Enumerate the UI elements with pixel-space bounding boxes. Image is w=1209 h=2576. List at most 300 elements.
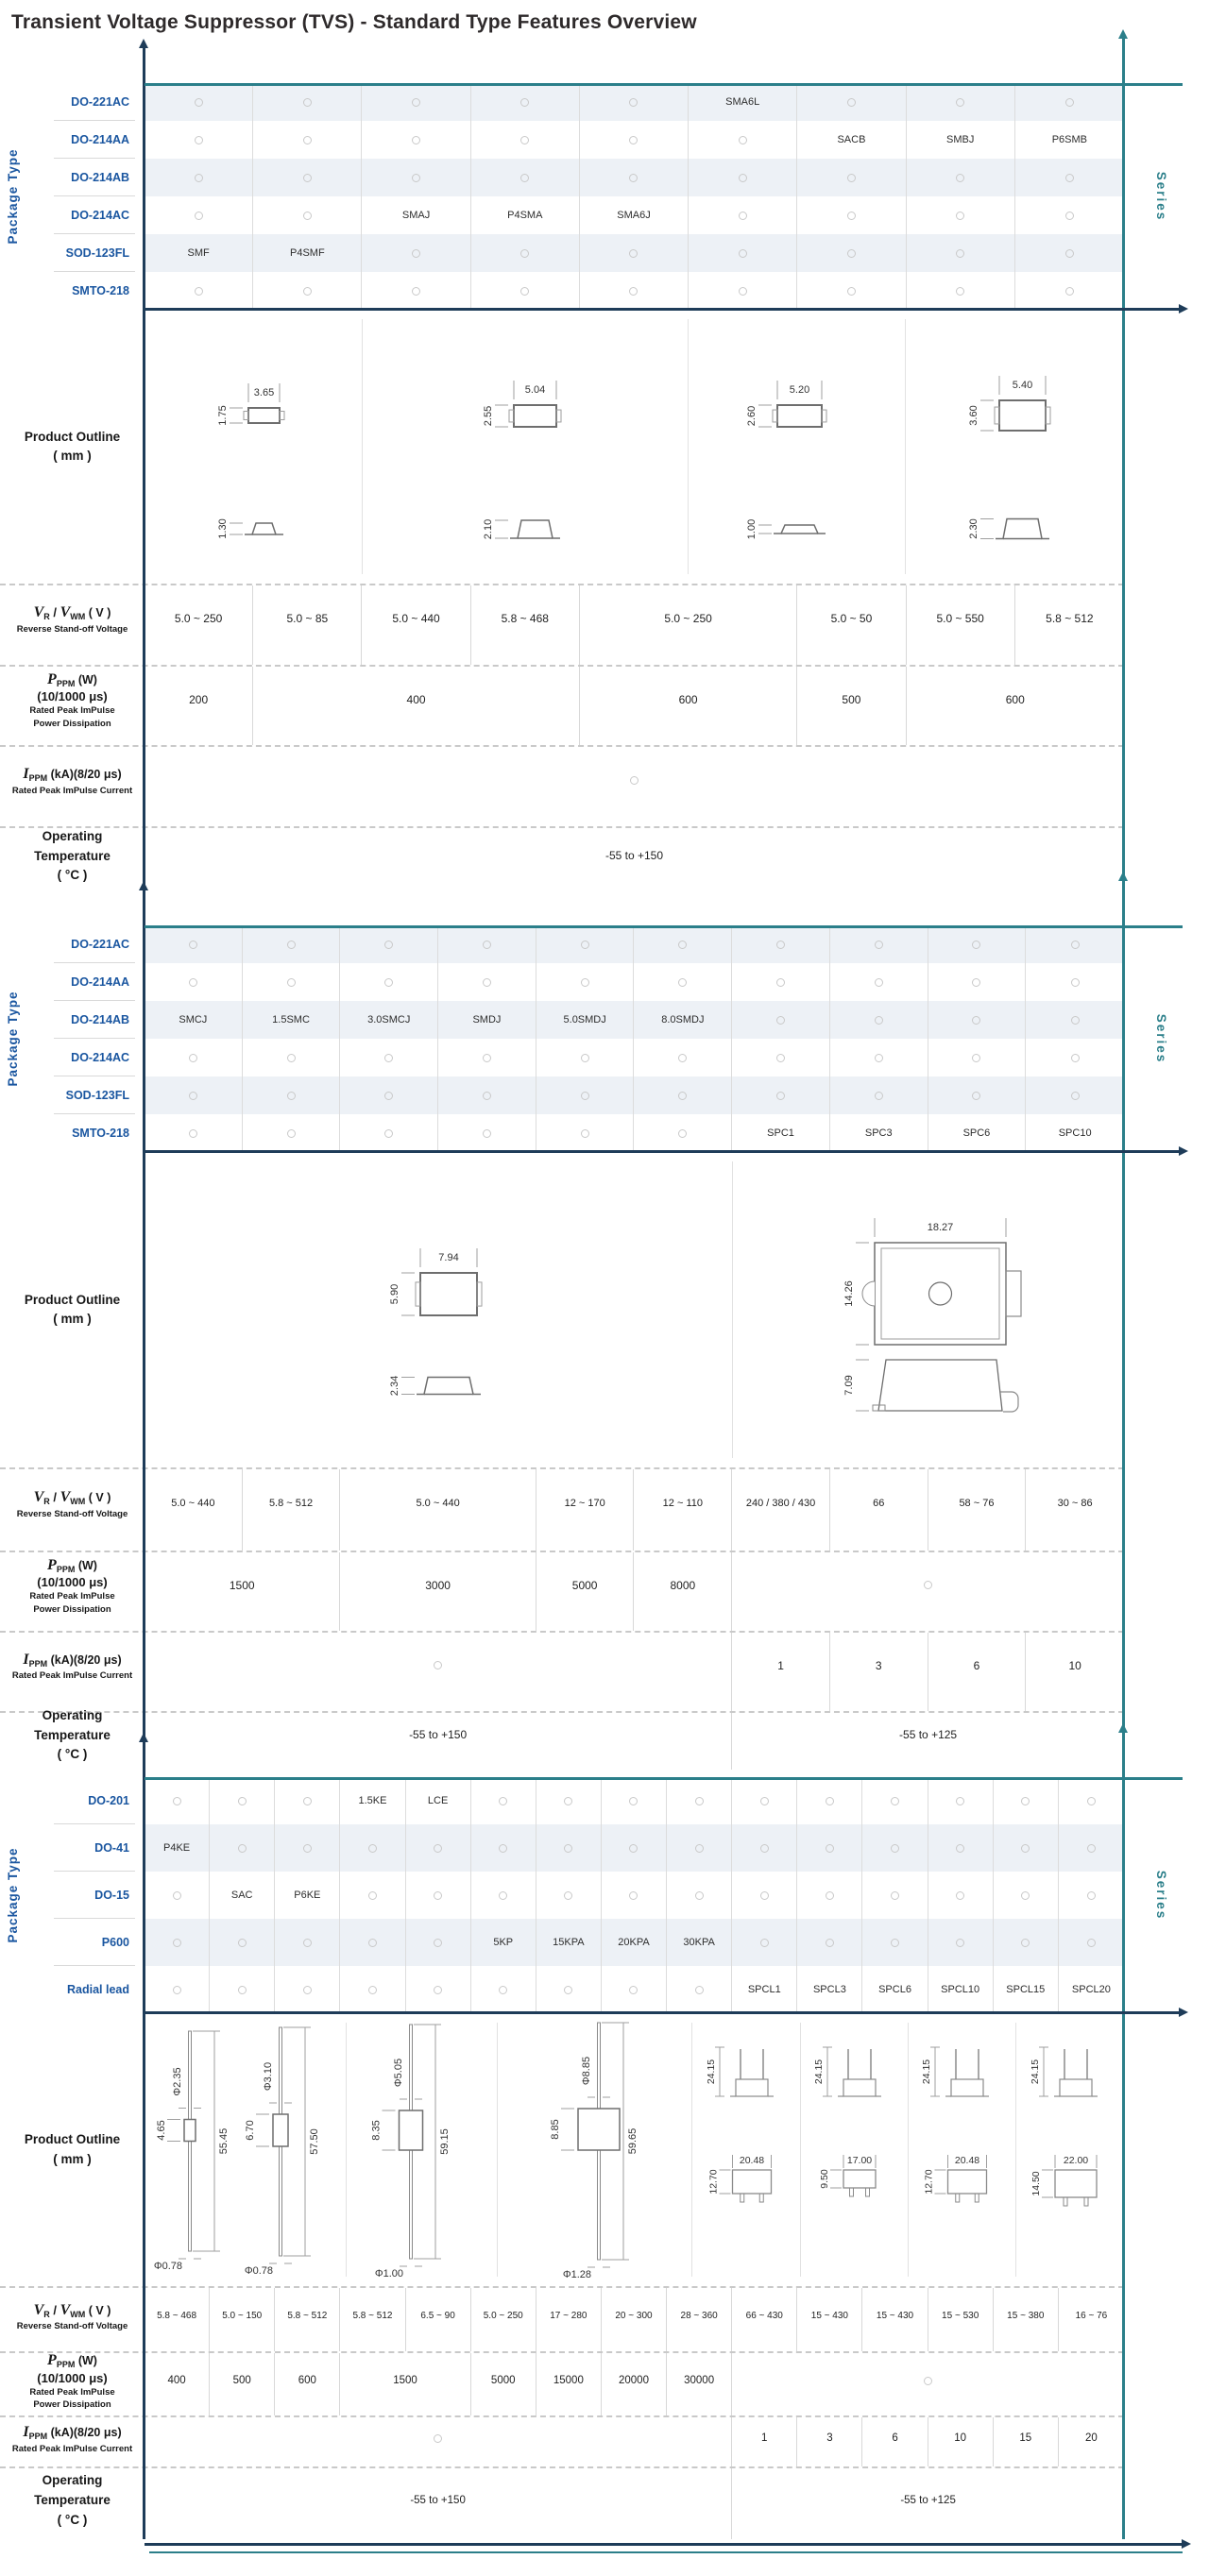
data-cell — [536, 1469, 635, 1551]
matrix-cell — [602, 1919, 667, 1966]
matrix-cell — [471, 1777, 536, 1824]
data-cell — [732, 2468, 1124, 2539]
matrix-cell — [862, 1777, 928, 1824]
matrix-cell — [667, 1919, 732, 1966]
circle-marker-icon — [189, 941, 197, 949]
matrix-cell — [994, 1872, 1059, 1919]
matrix-cell — [928, 1777, 994, 1824]
data-cell — [145, 828, 1124, 896]
circle-marker-icon — [826, 1939, 834, 1947]
data-value: 240 / 380 / 430 — [745, 1498, 816, 1509]
outline-canvas — [145, 2013, 1124, 2286]
matrix-cell — [580, 234, 689, 272]
dim-label: 2.60 — [745, 405, 758, 426]
circle-marker-icon — [956, 1939, 964, 1947]
matrix-cell — [907, 234, 1015, 272]
outline-header-line: Product Outline — [24, 2132, 121, 2147]
circle-marker-icon — [1087, 1797, 1096, 1805]
subscript: PPM — [28, 2432, 48, 2442]
matrix-cell — [1059, 1824, 1124, 1872]
pppm-cells — [145, 2353, 1124, 2415]
package-label-do-214ac — [0, 1039, 145, 1076]
circle-marker-icon — [678, 978, 687, 987]
row-product-outline — [0, 1152, 1124, 1467]
dim-label: 4.65 — [155, 2120, 167, 2141]
radial-pin — [759, 2194, 763, 2202]
matrix-cell — [580, 196, 689, 234]
data-cell — [732, 1469, 830, 1551]
package-type-labels — [0, 83, 145, 310]
outline-drawing-radial — [912, 2038, 1011, 2207]
row-pppm — [0, 665, 1124, 745]
row-header-pppm — [0, 667, 145, 745]
series-axis-top-line — [145, 925, 1183, 928]
circle-marker-icon — [173, 1891, 181, 1900]
data-cell — [797, 585, 906, 665]
data-cell — [145, 1713, 732, 1770]
data-value: 15 ~ 530 — [942, 2311, 979, 2321]
outline-divider — [1015, 2023, 1016, 2277]
data-value: 20 ~ 300 — [615, 2311, 653, 2321]
series-name: SMCJ — [179, 1014, 208, 1025]
symbol: P — [47, 1556, 57, 1573]
series-name: P4SMA — [507, 210, 543, 221]
dim-label: 1.30 — [216, 518, 229, 539]
radial-pin — [975, 2194, 979, 2202]
circle-marker-icon — [847, 249, 856, 258]
matrix-cell — [471, 159, 580, 196]
package-side-view — [878, 1360, 1002, 1411]
data-cell — [340, 2288, 405, 2351]
data-value: 5.0 ~ 150 — [222, 2311, 263, 2321]
matrix-cell — [732, 1001, 830, 1039]
circle-marker-icon — [956, 212, 964, 220]
matrix-cell — [253, 121, 362, 159]
circle-marker-icon — [760, 1891, 769, 1900]
row-header-ippm — [0, 747, 145, 826]
data-value: 600 — [678, 692, 698, 706]
circle-marker-icon — [695, 1986, 704, 1994]
dim-label: 7.09 — [843, 1375, 855, 1396]
circle-marker-icon — [287, 941, 296, 949]
matrix-cell — [210, 1777, 275, 1824]
data-value: 20 — [1085, 2432, 1098, 2444]
outline-divider — [362, 319, 363, 574]
temp-header-line: Operating — [42, 1707, 103, 1722]
circle-marker-icon — [629, 287, 638, 296]
matrix-cell — [471, 272, 580, 310]
matrix-cell — [438, 1114, 536, 1152]
unit: (kA)(8/20 μs) — [47, 768, 122, 782]
matrix-cell — [471, 121, 580, 159]
outline-canvas — [145, 310, 1124, 584]
radial-pin — [1084, 2197, 1088, 2206]
series-name: SMA6L — [725, 96, 760, 108]
matrix-cell — [340, 1966, 405, 2013]
matrix-cell — [797, 1966, 862, 2013]
symbol: I — [23, 1651, 29, 1668]
data-value: -55 to +150 — [410, 2494, 466, 2506]
data-cell — [243, 1469, 341, 1551]
temp-header-line: Temperature — [34, 2493, 111, 2508]
circle-marker-icon — [629, 174, 638, 182]
axis-arrow-up-icon — [139, 1733, 148, 1742]
matrix-cell — [406, 1824, 471, 1872]
matrix-cell — [580, 159, 689, 196]
matrix-cell — [406, 1872, 471, 1919]
package-label-text: P600 — [101, 1936, 129, 1949]
matrix-cell — [634, 1076, 732, 1114]
data-cell — [928, 2288, 994, 2351]
circle-marker-icon — [956, 174, 964, 182]
data-value: 5.0 ~ 85 — [286, 612, 329, 625]
data-value: 5.8 ~ 512 — [352, 2311, 393, 2321]
dim-label: 24.15 — [1029, 2059, 1041, 2085]
radial-body — [1055, 2170, 1097, 2197]
circle-marker-icon — [956, 1797, 964, 1805]
circle-marker-icon — [520, 249, 529, 258]
series-name: 15KPA — [553, 1937, 585, 1948]
matrix-cell — [145, 1777, 210, 1824]
series-name: SMBJ — [945, 134, 975, 145]
matrix-cell — [994, 1777, 1059, 1824]
series-axis — [1122, 38, 1125, 896]
data-cell — [994, 2288, 1059, 2351]
matrix-cell — [928, 1824, 994, 1872]
matrix-cell — [907, 196, 1015, 234]
data-cell — [1015, 585, 1124, 665]
tvs-section-3 — [0, 1777, 1209, 2539]
matrix-cell — [830, 1001, 928, 1039]
data-value: -55 to +150 — [409, 1728, 468, 1741]
matrix-cell — [145, 1919, 210, 1966]
data-cell — [994, 2417, 1059, 2466]
series-axis — [1122, 880, 1125, 1770]
matrix-cell — [907, 159, 1015, 196]
matrix-cell — [732, 1872, 797, 1919]
package-label-do-41 — [0, 1824, 145, 1872]
row-header-pppm — [0, 1552, 145, 1631]
pppm-pulse-line: (10/1000 μs) — [37, 1575, 108, 1590]
data-value: 5.0 ~ 50 — [830, 612, 873, 625]
pppm-subtitle: Rated Peak ImPulse — [29, 705, 115, 717]
outline-divider — [908, 2023, 909, 2277]
dim-label: 59.65 — [626, 2127, 639, 2155]
package-type-labels — [0, 1777, 145, 2013]
circle-marker-icon — [739, 287, 747, 296]
matrix-cell — [994, 1966, 1059, 2013]
temp-header-line: Operating — [42, 2473, 103, 2488]
dim-label: 1.75 — [216, 405, 229, 426]
data-cell — [667, 2288, 732, 2351]
circle-marker-icon — [434, 1891, 442, 1900]
package-series-matrix — [0, 83, 1209, 310]
temp-header-line: Operating — [42, 828, 103, 843]
data-value: 15 — [1019, 2432, 1032, 2444]
axis-arrow-right-icon — [1179, 2008, 1188, 2017]
matrix-cell — [928, 1001, 1027, 1039]
package-label-do-15 — [0, 1872, 145, 1919]
matrix-cell — [732, 1076, 830, 1114]
symbol: V — [60, 604, 71, 621]
series-name: SMF — [187, 247, 210, 259]
dim-label: 5.90 — [388, 1283, 400, 1304]
data-value: 5.0 ~ 440 — [171, 1498, 215, 1509]
data-value: 15 ~ 380 — [1007, 2311, 1045, 2321]
axis-arrow-up-icon — [1118, 872, 1128, 881]
matrix-cell — [340, 1919, 405, 1966]
temp-cells — [145, 2468, 1124, 2539]
row-vr — [0, 2286, 1124, 2351]
circle-marker-icon — [564, 1891, 572, 1900]
data-value: 6.5 ~ 90 — [420, 2311, 455, 2321]
outline-divider — [346, 2023, 347, 2277]
circle-marker-icon — [368, 1986, 377, 1994]
circle-marker-icon — [956, 98, 964, 107]
matrix-cell — [1026, 963, 1124, 1001]
matrix-cell — [907, 272, 1015, 310]
subscript: WM — [70, 2309, 86, 2319]
outline-drawing-smd — [958, 372, 1066, 552]
data-value: 1 — [761, 2432, 768, 2444]
circle-marker-icon — [520, 136, 529, 144]
matrix-cell — [340, 1777, 405, 1824]
package-label-sod-123fl — [0, 1076, 145, 1114]
circle-marker-icon — [1071, 1016, 1080, 1025]
series-name: P4KE — [162, 1842, 191, 1854]
ippm-cells — [145, 2417, 1124, 2466]
package-label-text: DO-201 — [88, 1794, 129, 1807]
matrix-cell — [536, 925, 635, 963]
matrix-cell — [634, 1001, 732, 1039]
data-value: 20000 — [619, 2375, 649, 2386]
package-type-labels — [0, 925, 145, 1152]
matrix-cell — [797, 1824, 862, 1872]
data-cell — [210, 2288, 275, 2351]
unit: (W) — [75, 1558, 97, 1572]
circle-marker-icon — [287, 1054, 296, 1062]
circle-marker-icon — [826, 1891, 834, 1900]
circle-marker-icon — [412, 98, 420, 107]
matrix-cell — [145, 1114, 243, 1152]
data-cell — [602, 2353, 667, 2415]
dim-label: Φ3.10 — [262, 2061, 274, 2091]
matrix-cell — [253, 83, 362, 121]
circle-marker-icon — [1087, 1891, 1096, 1900]
circle-marker-icon — [483, 1129, 491, 1138]
series-name: 20KPA — [618, 1937, 650, 1948]
ippm-subtitle: Rated Peak ImPulse Current — [11, 2443, 133, 2454]
mounting-hole — [928, 1282, 951, 1305]
dim-label: 20.48 — [954, 2155, 980, 2166]
circle-marker-icon — [581, 1092, 589, 1100]
series-name: P6KE — [294, 1890, 321, 1901]
matrix-cell — [253, 272, 362, 310]
data-value: 500 — [842, 692, 861, 706]
circle-marker-icon — [303, 1939, 312, 1947]
circle-marker-icon — [238, 1939, 247, 1947]
matrix-cell — [797, 159, 906, 196]
package-label-do-221ac — [0, 83, 145, 121]
matrix-cell — [830, 1076, 928, 1114]
matrix-cell — [1059, 1872, 1124, 1919]
matrix-cell — [928, 925, 1027, 963]
data-cell — [145, 2417, 732, 2466]
matrix-cell — [536, 1919, 602, 1966]
matrix-cell — [471, 1824, 536, 1872]
series-name: SPC10 — [1058, 1127, 1092, 1139]
unit: (kA)(8/20 μs) — [47, 1652, 122, 1667]
circle-marker-icon — [629, 1797, 638, 1805]
outline-divider — [497, 2023, 498, 2277]
data-value: 3 — [826, 2432, 833, 2444]
matrix-cell — [928, 1076, 1027, 1114]
row-header-temp — [0, 828, 145, 896]
matrix-cell — [580, 272, 689, 310]
matrix-cell — [340, 963, 438, 1001]
matrix-cell — [471, 196, 580, 234]
circle-marker-icon — [875, 978, 883, 987]
data-cell — [471, 2288, 536, 2351]
radial-pin — [1064, 2197, 1067, 2206]
pppm-symbol-line — [47, 2352, 97, 2369]
package-top-view — [875, 1243, 1006, 1345]
package-type-axis-label: Package Type — [6, 991, 20, 1087]
circle-marker-icon — [483, 941, 491, 949]
outline-drawing-smto — [829, 1214, 1038, 1424]
circle-marker-icon — [303, 174, 312, 182]
subscript: R — [43, 612, 50, 622]
matrix-cell — [602, 1777, 667, 1824]
circle-marker-icon — [1021, 1797, 1030, 1805]
circle-marker-icon — [303, 136, 312, 144]
package-label-do-201 — [0, 1777, 145, 1824]
temp-cells — [145, 1713, 1124, 1770]
pppm-cells — [145, 667, 1124, 745]
matrix-cell — [536, 1076, 635, 1114]
matrix-cell — [471, 234, 580, 272]
matrix-cell — [732, 1966, 797, 2013]
row-header-ippm — [0, 1633, 145, 1711]
matrix-cell — [243, 1114, 341, 1152]
ippm-cells — [145, 1633, 1124, 1711]
tvs-section-1 — [0, 83, 1209, 896]
circle-marker-icon — [195, 212, 203, 220]
circle-marker-icon — [826, 1844, 834, 1853]
data-value: 5.0 ~ 440 — [416, 1498, 460, 1509]
circle-marker-icon — [847, 174, 856, 182]
circle-marker-icon — [760, 1844, 769, 1853]
row-header-outline — [0, 2013, 145, 2286]
data-value: 1 — [777, 1658, 784, 1672]
matrix-cell — [243, 1076, 341, 1114]
circle-marker-icon — [776, 1054, 785, 1062]
dim-label: 14.26 — [843, 1280, 855, 1307]
dim-label: 57.50 — [308, 2127, 320, 2155]
series-name: SPCL6 — [878, 1984, 911, 1995]
outline-drawing-axial — [244, 2018, 326, 2282]
row-ippm — [0, 2415, 1124, 2466]
data-cell — [536, 2288, 602, 2351]
data-cell — [275, 2353, 340, 2415]
dim-label: 5.04 — [524, 383, 545, 396]
package-label-text: DO-15 — [94, 1889, 129, 1902]
data-value: 3 — [875, 1658, 882, 1672]
series-name: 5.0SMDJ — [563, 1014, 606, 1025]
temp-header-line: Temperature — [34, 848, 111, 863]
radial-body — [843, 2170, 876, 2188]
circle-marker-icon — [434, 1661, 442, 1669]
matrix-cell — [145, 272, 253, 310]
pppm-subtitle: Power Dissipation — [33, 718, 111, 729]
matrix-cell — [275, 1966, 340, 2013]
matrix-cell — [732, 925, 830, 963]
subscript: PPM — [28, 773, 48, 784]
circle-marker-icon — [189, 978, 197, 987]
package-label-text: DO-221AC — [71, 938, 129, 951]
matrix-cell — [210, 1966, 275, 2013]
circle-marker-icon — [1065, 98, 1074, 107]
axis-arrow-right-icon — [1179, 304, 1188, 314]
outline-header-line: Product Outline — [24, 429, 121, 444]
circle-marker-icon — [847, 287, 856, 296]
data-value: 30 ~ 86 — [1057, 1498, 1093, 1509]
circle-marker-icon — [678, 1129, 687, 1138]
data-cell — [732, 2353, 1124, 2415]
data-cell — [340, 1552, 536, 1631]
row-header-vr — [0, 2288, 145, 2351]
outline-drawing-smd — [736, 377, 843, 547]
separator: / — [49, 605, 60, 620]
data-value: 12 ~ 170 — [564, 1498, 605, 1509]
data-value: 5.0 ~ 550 — [936, 612, 984, 625]
matrix-cell — [797, 83, 906, 121]
row-header-vr — [0, 1469, 145, 1551]
circle-marker-icon — [564, 1797, 572, 1805]
package-label-do-221ac — [0, 925, 145, 963]
package-label-text: DO-214AA — [71, 133, 129, 146]
data-cell — [145, 2468, 732, 2539]
matrix-cell — [1059, 1777, 1124, 1824]
temp-header-line: Temperature — [34, 1727, 111, 1742]
matrix-bottom-axis — [145, 308, 1180, 311]
temp-header-line: ( °C ) — [57, 2512, 88, 2527]
row-temp — [0, 1707, 1124, 1770]
radial-body — [948, 2170, 987, 2194]
symbol: V — [33, 1489, 44, 1506]
data-value: 5000 — [490, 2375, 516, 2386]
series-name: 5KP — [493, 1937, 514, 1948]
series-name: SPCL15 — [1006, 1984, 1046, 1995]
dim-label: Φ8.85 — [580, 2056, 592, 2086]
package-series-matrix — [0, 925, 1209, 1152]
circle-marker-icon — [173, 1797, 181, 1805]
data-value: 6 — [892, 2432, 898, 2444]
matrix-bottom-axis — [145, 1150, 1180, 1153]
outline-drawing-radial — [697, 2038, 795, 2207]
series-name: 30KPA — [683, 1937, 715, 1948]
matrix-cell — [928, 1919, 994, 1966]
data-value: 10 — [1068, 1658, 1081, 1672]
circle-marker-icon — [303, 98, 312, 107]
symbol: V — [33, 2301, 44, 2318]
data-value: 30000 — [684, 2375, 715, 2386]
dim-label: 24.15 — [705, 2059, 717, 2085]
tvs-section-2 — [0, 925, 1209, 1770]
matrix-cell — [340, 1039, 438, 1076]
circle-marker-icon — [303, 1844, 312, 1853]
circle-marker-icon — [776, 941, 785, 949]
